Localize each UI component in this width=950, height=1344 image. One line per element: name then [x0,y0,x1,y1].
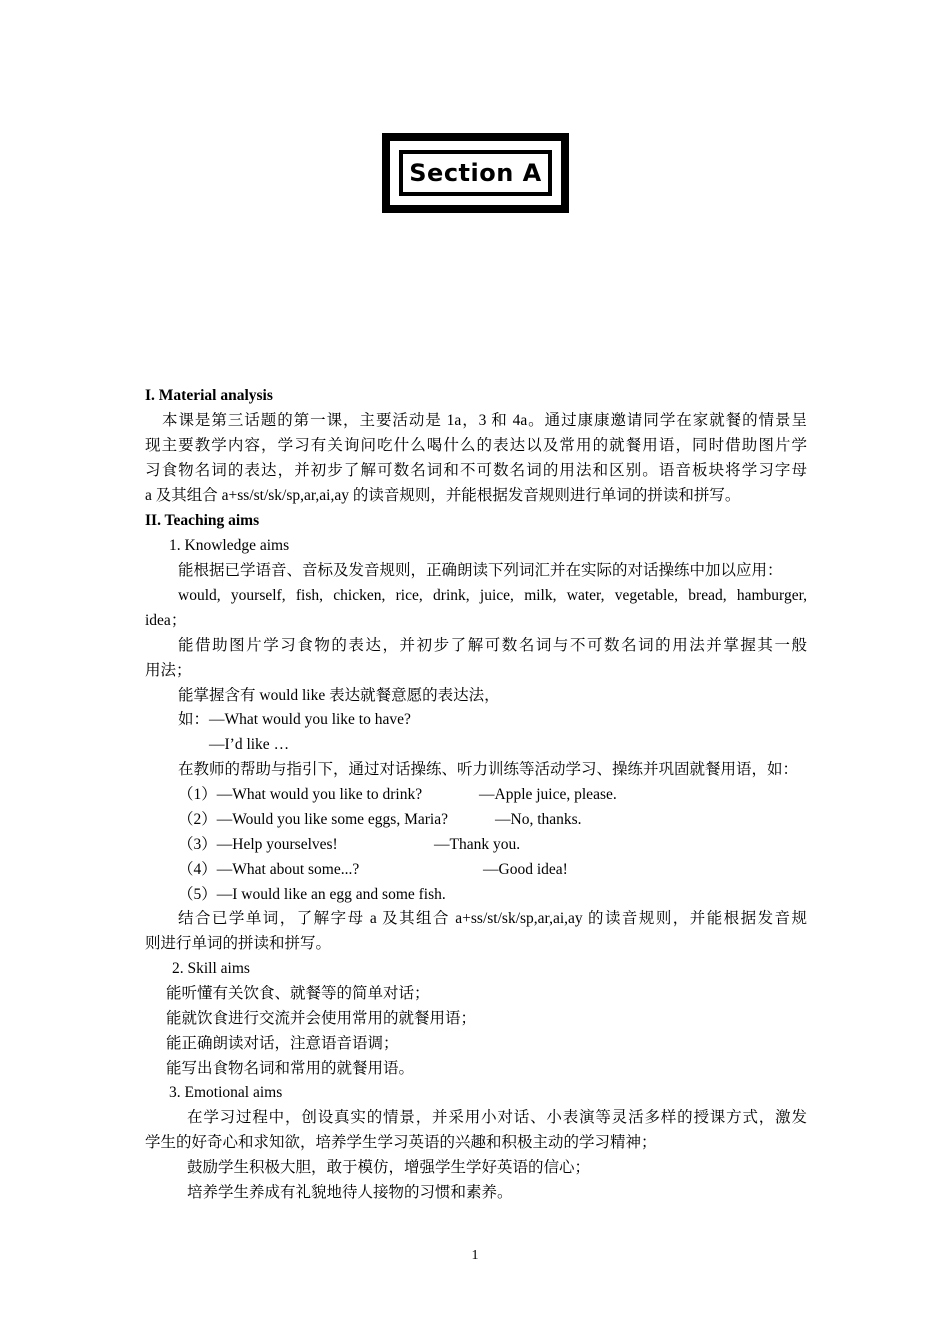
dialogue-answer: —Thank you. [434,836,521,853]
knowledge-line: 能借助图片学习食物的表达，并初步了解可数名词与不可数名词的用法并掌握其一般 [178,637,807,654]
skill-line: 能就饮食进行交流并会使用常用的就餐用语； [166,1010,477,1027]
teaching-aims-heading: II. Teaching aims [145,512,260,529]
dialogue-answer: —Good idea! [483,861,568,878]
vocabulary-line-end: idea； [145,612,187,629]
skill-aims-title: 2. Skill aims [172,960,250,977]
phonics-line: 结合已学单词，了解字母 a 及其组合 a+ss/st/sk/sp,ar,ai,ay 的读音规则，并能根据发音规 [178,910,807,927]
knowledge-line: 能掌握含有 would like 表达就餐意愿的表达法， [178,687,500,704]
skill-line: 能听懂有关饮食、就餐等的简单对话； [166,985,430,1002]
emotional-line: 鼓励学生积极大胆，敢于模仿，增强学生学好英语的信心； [187,1159,591,1176]
knowledge-line: 能根据已学语音、音标及发音规则，正确朗读下列词汇并在实际的对话操练中加以应用： [178,562,783,579]
dialogue-answer: —Apple juice, please. [479,786,617,803]
dialogue-question: （4）—What about some...? [178,861,360,878]
emotional-line: 培养学生养成有礼貌地待人接物的习惯和素养。 [187,1184,513,1201]
section-title: Section A [409,159,542,187]
knowledge-line: 在教师的帮助与指引下，通过对话操练、听力训练等活动学习、操练并巩固就餐用语，如： [178,761,799,778]
emotional-line: 学生的好奇心和求知欲，培养学生学习英语的兴趣和积极主动的学习精神； [145,1134,657,1151]
phonics-line: 则进行单词的拼读和拼写。 [145,935,332,952]
skill-line: 能写出食物名词和常用的就餐用语。 [166,1060,415,1077]
dialogue-question: （5）—I would like an egg and some fish. [178,886,446,903]
section-title-inner-frame [399,150,552,196]
dialogue-question: （1）—What would you like to drink? [178,786,423,803]
example-answer: —I’d like … [209,736,290,753]
emotional-aims-title: 3. Emotional aims [169,1084,283,1101]
dialogue-question: （3）—Help yourselves! [178,836,338,853]
material-line: 习食物名词的表达，并初步了解可数名词和不可数名词的用法和区别。语音板块将学习字母 [145,462,807,479]
material-line: 本课是第三话题的第一课，主要活动是 1a，3 和 4a。通过康康邀请同学在家就餐的情景呈 [162,412,807,429]
material-line: 现主要教学内容，学习有关询问吃什么喝什么的表达以及常用的就餐用语，同时借助图片学 [145,437,807,454]
material-analysis-heading: I. Material analysis [145,387,273,404]
emotional-line: 在学习过程中，创设真实的情景，并采用小对话、小表演等灵活多样的授课方式，激发 [187,1109,807,1126]
dialogue-answer: —No, thanks. [495,811,582,828]
material-line: a 及其组合 a+ss/st/sk/sp,ar,ai,ay 的读音规则，并能根据发音规则进行单词的拼读和拼写。 [145,487,741,504]
knowledge-line: 用法； [145,662,192,679]
vocabulary-line: would, yourself, fish, chicken, rice, drink, juice, milk, water, vegetable, bread, hamburger, [178,587,807,604]
dialogue-question: （2）—Would you like some eggs, Maria? [178,811,448,828]
skill-line: 能正确朗读对话，注意语音语调； [166,1035,399,1052]
example-question: 如：—What would you like to have? [178,711,411,728]
page-number: 1 [471,1248,479,1263]
knowledge-aims-title: 1. Knowledge aims [169,537,290,554]
section-title-frame [382,133,569,213]
